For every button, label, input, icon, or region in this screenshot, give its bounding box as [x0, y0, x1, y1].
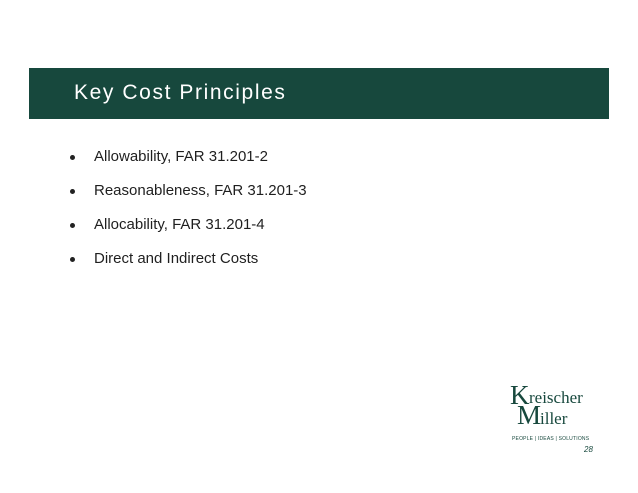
logo-tagline: PEOPLE | IDEAS | SOLUTIONS	[512, 436, 590, 442]
logo-line-2: iller	[540, 409, 568, 428]
logo-k: K	[510, 380, 530, 410]
bullet-dot-icon	[70, 189, 75, 194]
bullet-text: Allowability, FAR 31.201-2	[94, 148, 268, 165]
slide-title: Key Cost Principles	[74, 81, 287, 104]
bullet-dot-icon	[70, 223, 75, 228]
logo-m: M	[517, 400, 542, 430]
title-bar	[29, 68, 609, 119]
page-number: 28	[584, 445, 593, 454]
bullet-dot-icon	[70, 257, 75, 262]
bullet-item	[70, 216, 307, 233]
bullet-dot-icon	[70, 155, 75, 160]
bullet-text: Direct and Indirect Costs	[94, 250, 259, 267]
bullet-item	[70, 250, 307, 267]
kreischer-miller-logo	[510, 380, 610, 450]
bullet-text: Reasonableness, FAR 31.201-3	[94, 182, 307, 199]
bullet-item	[70, 148, 307, 165]
bullet-list	[70, 148, 307, 284]
bullet-item	[70, 182, 307, 199]
logo-line-1: reischer	[529, 388, 583, 407]
bullet-text: Allocability, FAR 31.201-4	[94, 216, 265, 233]
